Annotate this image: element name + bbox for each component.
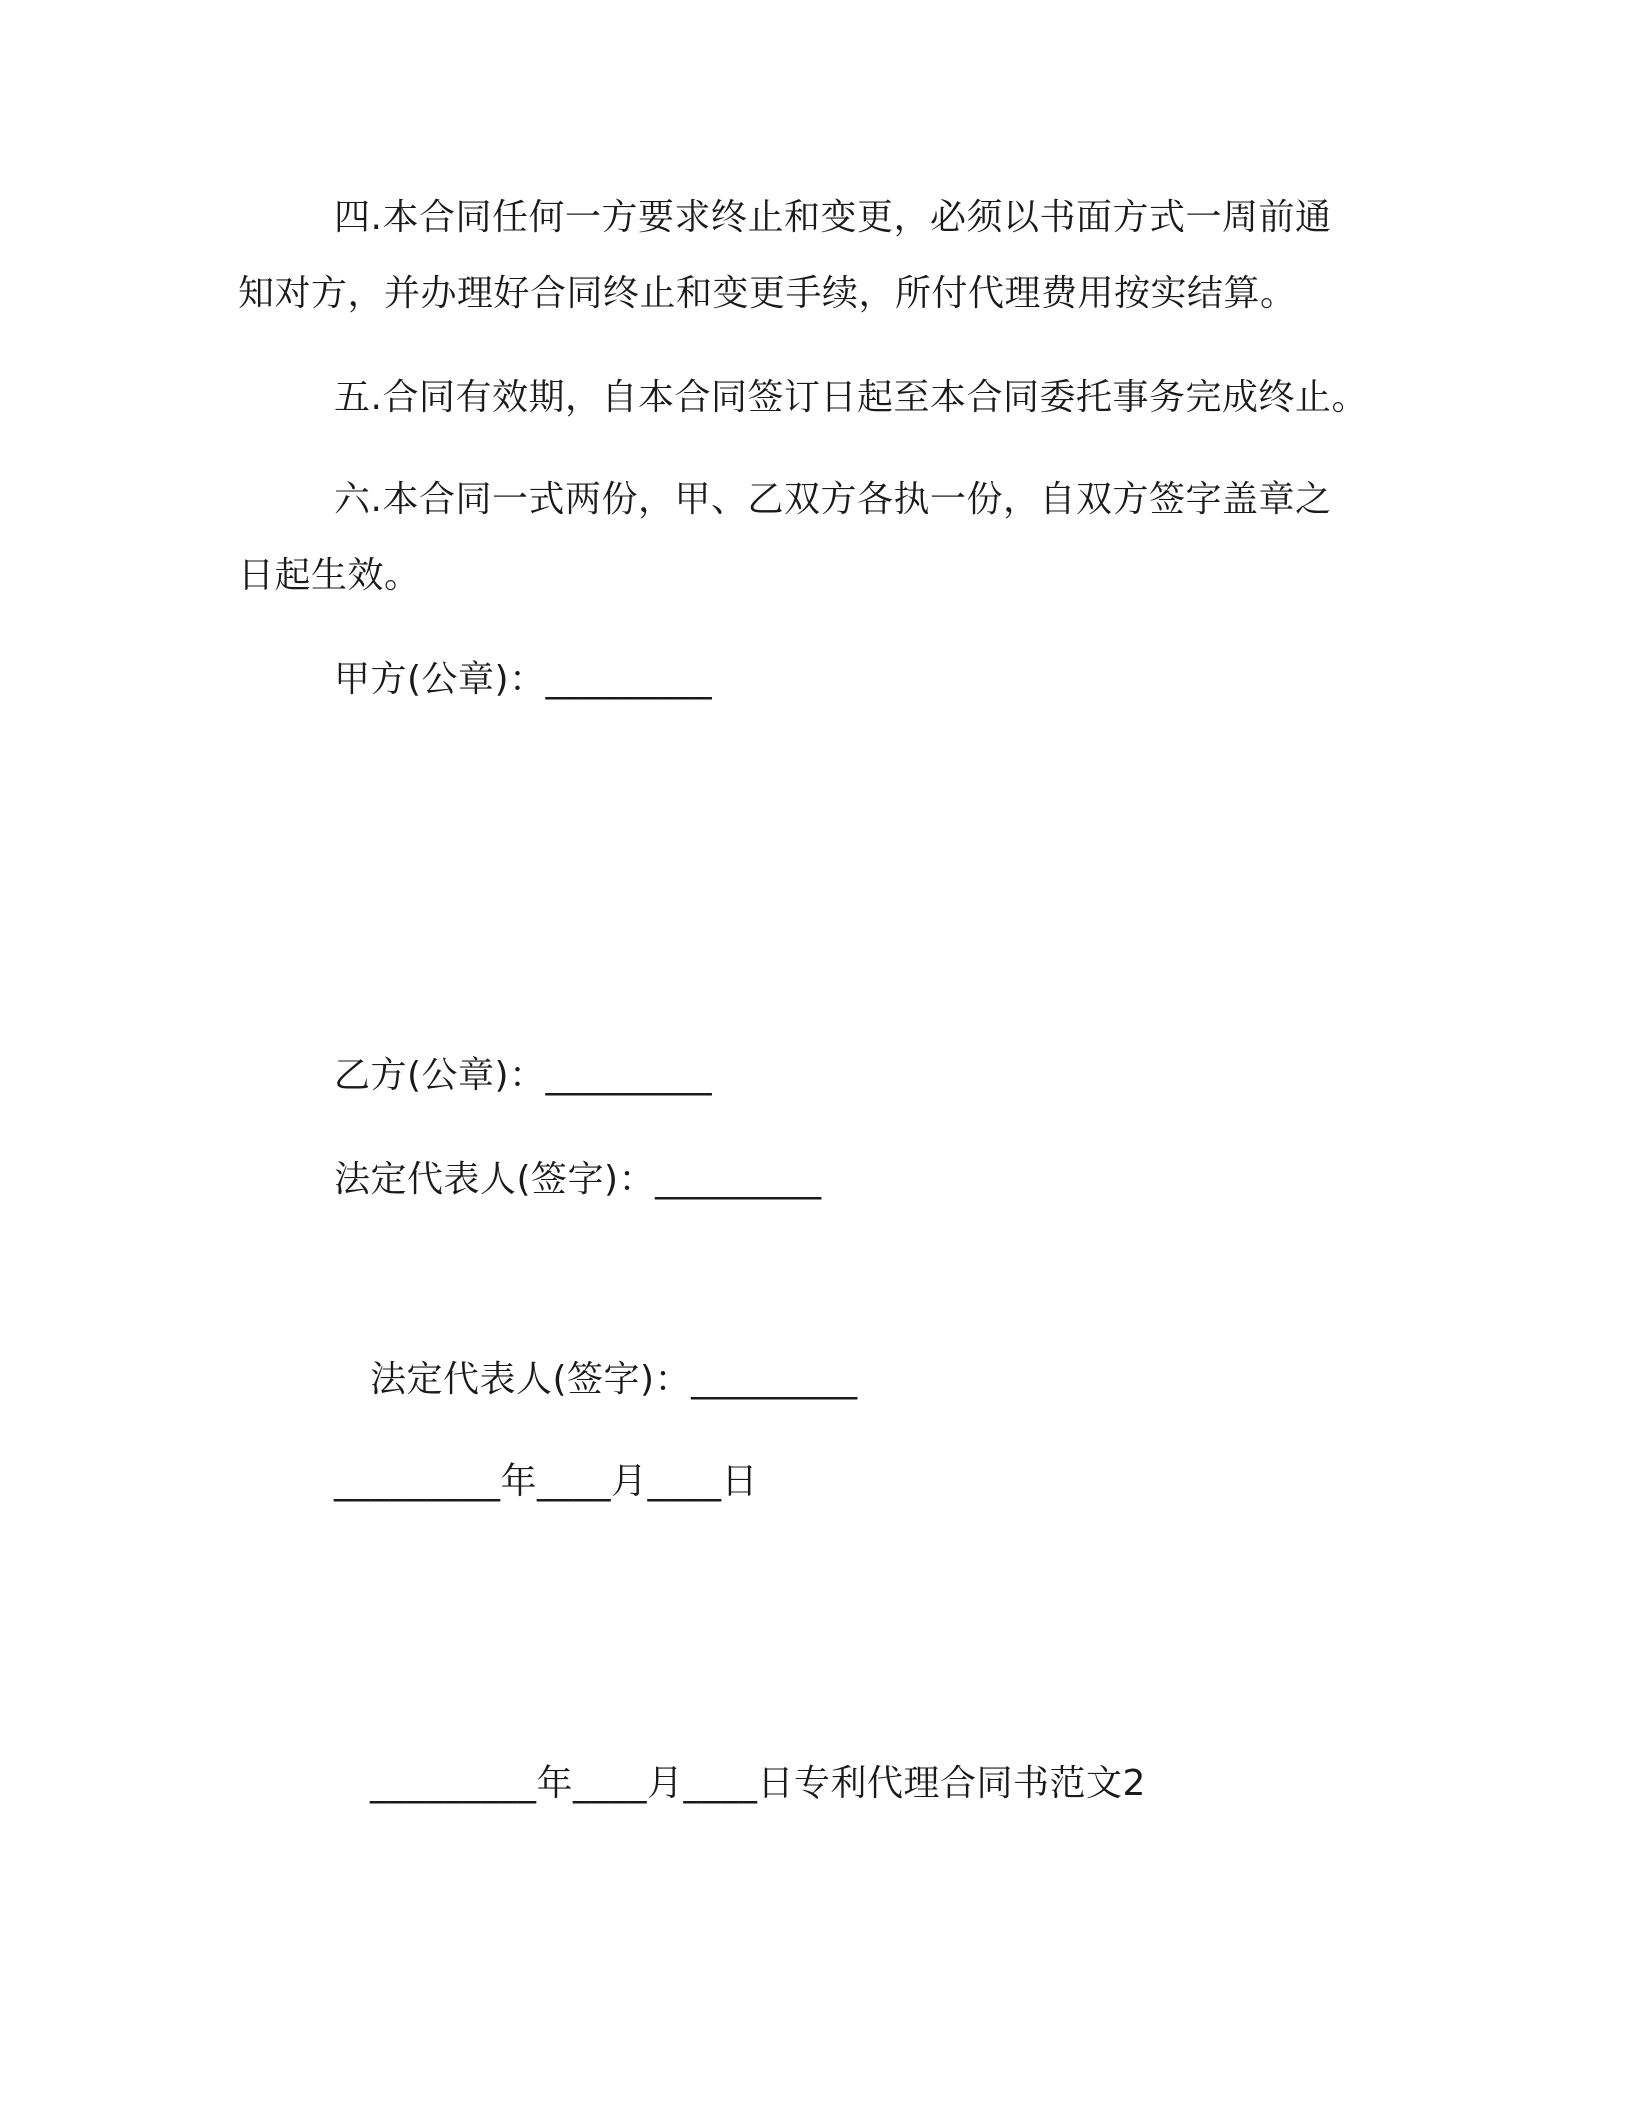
date-title-line: _________年____月____日专利代理合同书范文2 [370,1763,1146,1804]
party-a-seal-line: 甲方(公章)：_________ [334,659,713,700]
date-line: _________年____月____日 [334,1461,758,1502]
legal-rep-sign-line-2: 法定代表人(签字)：_________ [370,1359,858,1400]
legal-rep-sign-line-1: 法定代表人(签字)：_________ [334,1159,822,1200]
clause-4-line-2: 知对方，并办理好合同终止和变更手续，所付代理费用按实结算。 [238,273,1297,314]
clause-6-line-1: 六.本合同一式两份，甲、乙双方各执一份，自双方签字盖章之 [334,479,1332,520]
clause-5: 五.合同有效期，自本合同签订日起至本合同委托事务完成终止。 [334,377,1368,418]
clause-4-line-1: 四.本合同任何一方要求终止和变更，必须以书面方式一周前通 [334,197,1332,238]
party-b-seal-line: 乙方(公章)：_________ [334,1055,713,1096]
clause-6-line-2: 日起生效。 [238,555,421,596]
